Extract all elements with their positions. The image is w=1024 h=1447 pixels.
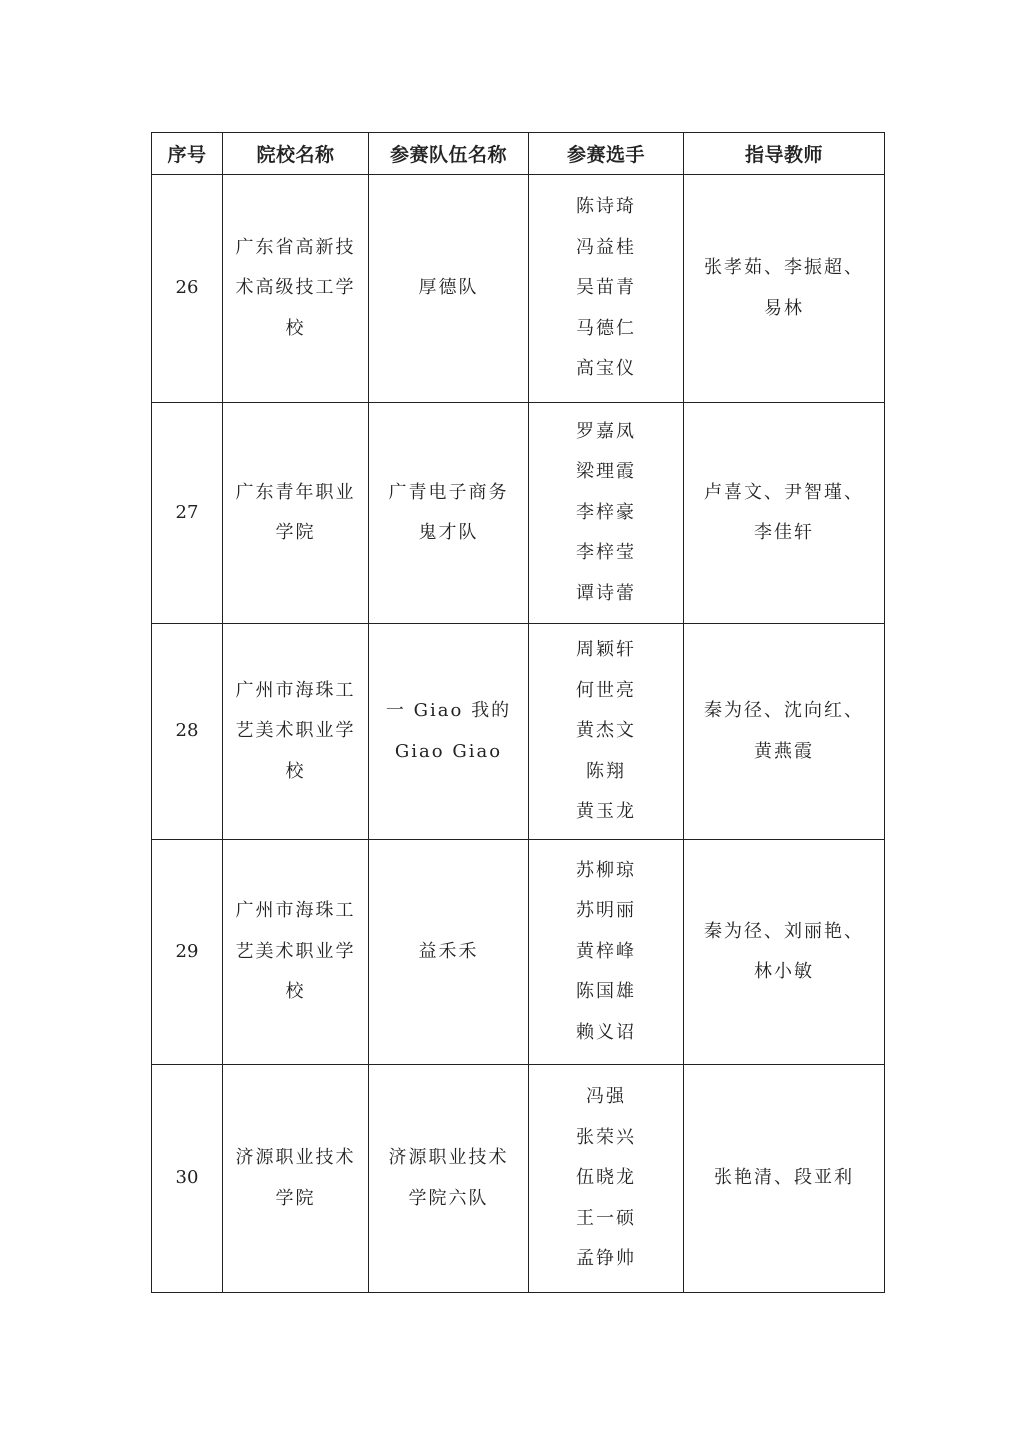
school-line: 校 — [285, 317, 306, 339]
table-row — [152, 1065, 885, 1293]
player-name: 吴苗青 — [576, 277, 636, 299]
table-row — [152, 624, 885, 840]
teacher-line: 张艳清、段亚利 — [714, 1167, 854, 1189]
teacher-line: 易林 — [764, 297, 804, 319]
team-cell — [369, 175, 529, 403]
player-name: 梁理霞 — [576, 461, 636, 483]
school-line: 艺美术职业学 — [235, 940, 356, 962]
school-cell — [223, 840, 369, 1065]
team-line: 厚德队 — [418, 277, 479, 299]
school-line: 学院 — [275, 1187, 316, 1209]
player-name: 陈诗琦 — [576, 196, 636, 218]
player-name: 冯强 — [586, 1086, 626, 1108]
header-players: 参赛选手 — [529, 133, 684, 175]
table-row — [152, 403, 885, 624]
players-cell — [529, 1065, 684, 1293]
school-line: 广州市海珠工 — [235, 900, 356, 922]
school-line: 济源职业技术 — [235, 1147, 356, 1168]
table-body — [152, 175, 885, 1293]
players-cell — [529, 403, 684, 624]
players-cell — [529, 175, 684, 403]
player-name: 马德仁 — [576, 317, 636, 339]
table-row — [152, 840, 885, 1065]
teacher-line: 张孝茹、李振超、 — [704, 257, 864, 278]
school-line: 广州市海珠工 — [235, 679, 356, 701]
player-name: 何世亮 — [576, 679, 636, 701]
school-line: 艺美术职业学 — [235, 720, 356, 742]
serial-cell: 29 — [152, 840, 223, 1065]
team-line: 广青电子商务 — [388, 481, 509, 503]
serial-cell: 27 — [152, 403, 223, 624]
teams-table — [151, 132, 885, 1293]
teacher-line: 李佳轩 — [754, 522, 814, 543]
header-row — [152, 133, 885, 175]
player-name: 李梓豪 — [576, 501, 636, 523]
teacher-line: 卢喜文、尹智瑾、 — [704, 481, 864, 503]
team-cell — [369, 403, 529, 624]
header-school: 院校名称 — [223, 133, 369, 175]
players-cell — [529, 624, 684, 840]
teachers-cell — [684, 1065, 885, 1293]
player-name: 高宝仪 — [576, 358, 636, 380]
player-name: 谭诗蕾 — [576, 582, 636, 604]
table-row — [152, 175, 885, 403]
player-name: 王一硕 — [576, 1207, 636, 1229]
player-name: 陈翔 — [586, 760, 626, 782]
players-cell — [529, 840, 684, 1065]
teachers-cell — [684, 624, 885, 840]
team-cell — [369, 1065, 529, 1293]
school-line: 校 — [285, 760, 306, 782]
player-name: 孟铮帅 — [576, 1248, 636, 1270]
team-line: 鬼才队 — [418, 522, 479, 543]
school-cell — [223, 624, 369, 840]
player-name: 张荣兴 — [576, 1126, 636, 1148]
player-name: 李梓莹 — [576, 542, 636, 564]
school-line: 广东青年职业 — [235, 481, 356, 503]
teacher-line: 秦为径、刘丽艳、 — [704, 920, 864, 942]
player-name: 苏明丽 — [576, 900, 636, 922]
player-name: 冯益桂 — [576, 236, 636, 258]
serial-cell: 26 — [152, 175, 223, 403]
player-name: 黄梓峰 — [576, 940, 636, 962]
school-line: 学院 — [275, 522, 316, 543]
team-line: 益禾禾 — [418, 940, 479, 962]
header-serial: 序号 — [152, 133, 223, 175]
teachers-cell — [684, 840, 885, 1065]
school-line: 术高级技工学 — [235, 277, 356, 299]
team-line: 一 Giao 我的 — [385, 700, 512, 721]
teacher-line: 秦为径、沈向红、 — [704, 700, 864, 721]
teacher-line: 黄燕霞 — [754, 740, 814, 762]
team-line: 学院六队 — [408, 1187, 489, 1209]
team-line: 济源职业技术 — [388, 1147, 509, 1168]
teacher-line: 林小敏 — [754, 961, 814, 982]
school-cell — [223, 403, 369, 624]
team-cell — [369, 840, 529, 1065]
teachers-cell — [684, 403, 885, 624]
player-name: 苏柳琼 — [576, 859, 636, 881]
team-line: Giao Giao — [394, 740, 503, 762]
player-name: 黄杰文 — [576, 720, 636, 742]
header-teachers: 指导教师 — [684, 133, 885, 175]
table-header — [152, 133, 885, 175]
serial-cell: 30 — [152, 1065, 223, 1293]
player-name: 赖义诏 — [576, 1021, 636, 1043]
player-name: 罗嘉凤 — [576, 420, 636, 442]
player-name: 黄玉龙 — [576, 801, 636, 823]
school-cell — [223, 175, 369, 403]
header-team: 参赛队伍名称 — [369, 133, 529, 175]
player-name: 周颖轩 — [576, 639, 636, 661]
serial-cell: 28 — [152, 624, 223, 840]
teachers-cell — [684, 175, 885, 403]
school-line: 广东省高新技 — [235, 236, 356, 258]
player-name: 陈国雄 — [576, 981, 636, 1003]
team-cell — [369, 624, 529, 840]
school-cell — [223, 1065, 369, 1293]
player-name: 伍晓龙 — [576, 1167, 636, 1189]
school-line: 校 — [285, 981, 306, 1003]
